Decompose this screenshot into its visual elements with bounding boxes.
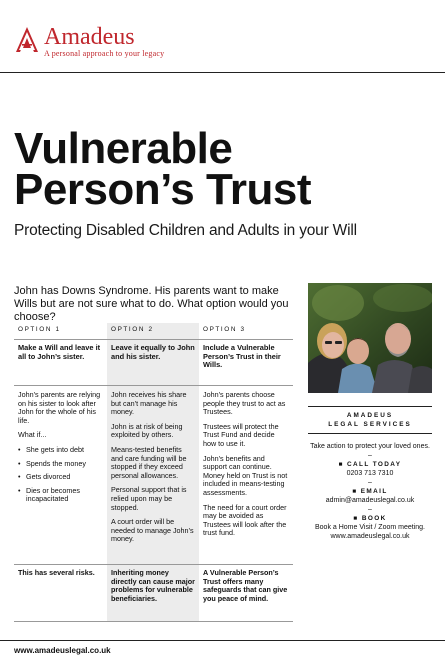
sidebar-title-line-2: LEGAL SERVICES bbox=[328, 421, 412, 428]
header-divider bbox=[0, 72, 445, 73]
brand-logo[interactable] bbox=[14, 26, 164, 58]
footer-website-link[interactable]: www.amadeuslegal.co.uk bbox=[14, 646, 111, 655]
brand-name: Amadeus bbox=[44, 24, 135, 50]
sidebar-body bbox=[308, 434, 432, 541]
option-3-header: OPTION 3 bbox=[203, 326, 246, 334]
option-3-point: John’s parents choose people they trust to act as Trustees. bbox=[203, 390, 286, 417]
phone-number[interactable]: 0203 713 7310 bbox=[346, 470, 394, 477]
family-photo bbox=[308, 283, 432, 393]
option-3-point: The need for a court order may be avoided as Trustees will look after the trust fund. bbox=[203, 502, 287, 538]
email-label: ■ EMAIL bbox=[352, 488, 388, 495]
options-table bbox=[14, 323, 293, 622]
option-1-text: John’s parents are relying on his sister to look after John for the whole of his life. bbox=[18, 390, 101, 425]
email-link[interactable]: admin@amadeuslegal.co.uk bbox=[325, 497, 415, 504]
sidebar-title bbox=[308, 407, 432, 433]
option-3-point: Trustees will protect the Trust Fund and decide how to use it. bbox=[203, 421, 279, 448]
option-3-title: Include a Vulnerable Person’s Trust in their Wills. bbox=[203, 343, 281, 370]
option-2-point: John receives his share but can’t manage his money. bbox=[111, 390, 187, 417]
option-1-body bbox=[14, 386, 107, 564]
options-body-row bbox=[14, 385, 293, 564]
risk-bullet: • Gets divorced bbox=[18, 473, 103, 482]
call-label: ■ CALL TODAY bbox=[338, 461, 402, 468]
options-header-row bbox=[14, 323, 293, 339]
risk-bullet: • She gets into debt bbox=[18, 446, 103, 455]
header bbox=[0, 0, 445, 72]
sidebar-title-line-1: AMADEUS bbox=[346, 412, 394, 419]
option-2-body bbox=[107, 386, 199, 564]
option-2-point: John is at risk of being exploited by others. bbox=[111, 421, 183, 440]
option-1-what-if: What if... bbox=[18, 430, 47, 440]
page-subtitle: Protecting Disabled Children and Adults in your Will bbox=[14, 222, 357, 239]
option-2-point: Means-tested benefits and care funding will be stopped if they exceed personal allowances. bbox=[111, 444, 187, 480]
book-label: ■ BOOK bbox=[353, 515, 387, 522]
options-title-row bbox=[14, 339, 293, 385]
website-link[interactable]: www.amadeuslegal.co.uk bbox=[330, 533, 410, 540]
footer-divider bbox=[0, 640, 445, 641]
options-footer-row bbox=[14, 564, 293, 622]
option-2-point: Personal support that is relied upon may be stopped. bbox=[111, 485, 187, 512]
option-3-point: John’s benefits and support can continue. Money held on Trust is not included in means-testing assessments. bbox=[203, 453, 288, 497]
option-1-title: Make a Will and leave it all to John’s sister. bbox=[18, 343, 101, 361]
sidebar-cta: Take action to protect your loved ones. bbox=[310, 443, 430, 450]
option-2-summary: Inheriting money directly can cause major problems for vulnerable beneficiaries. bbox=[107, 565, 199, 621]
contact-sidebar bbox=[308, 406, 432, 541]
title-line-1: Vulnerable bbox=[14, 124, 233, 173]
intro-text: John has Downs Syndrome. His parents want to make Wills but are not sure what to do. What option would you choose? bbox=[14, 285, 289, 323]
book-text: Book a Home Visit / Zoom meeting. bbox=[315, 524, 425, 531]
option-2-title: Leave it equally to John and his sister. bbox=[107, 340, 199, 385]
risk-bullet: • Dies or becomes incapacitated bbox=[18, 487, 103, 504]
amadeus-logo-icon bbox=[14, 26, 40, 54]
option-1-header: OPTION 1 bbox=[18, 326, 61, 334]
option-1-summary: This has several risks. bbox=[18, 568, 95, 577]
title-line-2: Person’s Trust bbox=[14, 165, 312, 214]
option-3-summary: A Vulnerable Person’s Trust offers many safeguards that can give you peace of mind. bbox=[203, 568, 288, 603]
option-3-body bbox=[199, 386, 293, 564]
separator-dash: – bbox=[368, 479, 372, 486]
separator-dash: – bbox=[368, 452, 372, 459]
option-2-header: OPTION 2 bbox=[107, 323, 199, 339]
brand-tagline: A personal approach to your legacy bbox=[44, 49, 165, 58]
risk-bullet: • Spends the money bbox=[18, 460, 103, 469]
option-2-point: A court order will be needed to manage John’s money. bbox=[111, 517, 194, 544]
separator-dash: – bbox=[368, 506, 372, 513]
page-title bbox=[14, 124, 312, 214]
